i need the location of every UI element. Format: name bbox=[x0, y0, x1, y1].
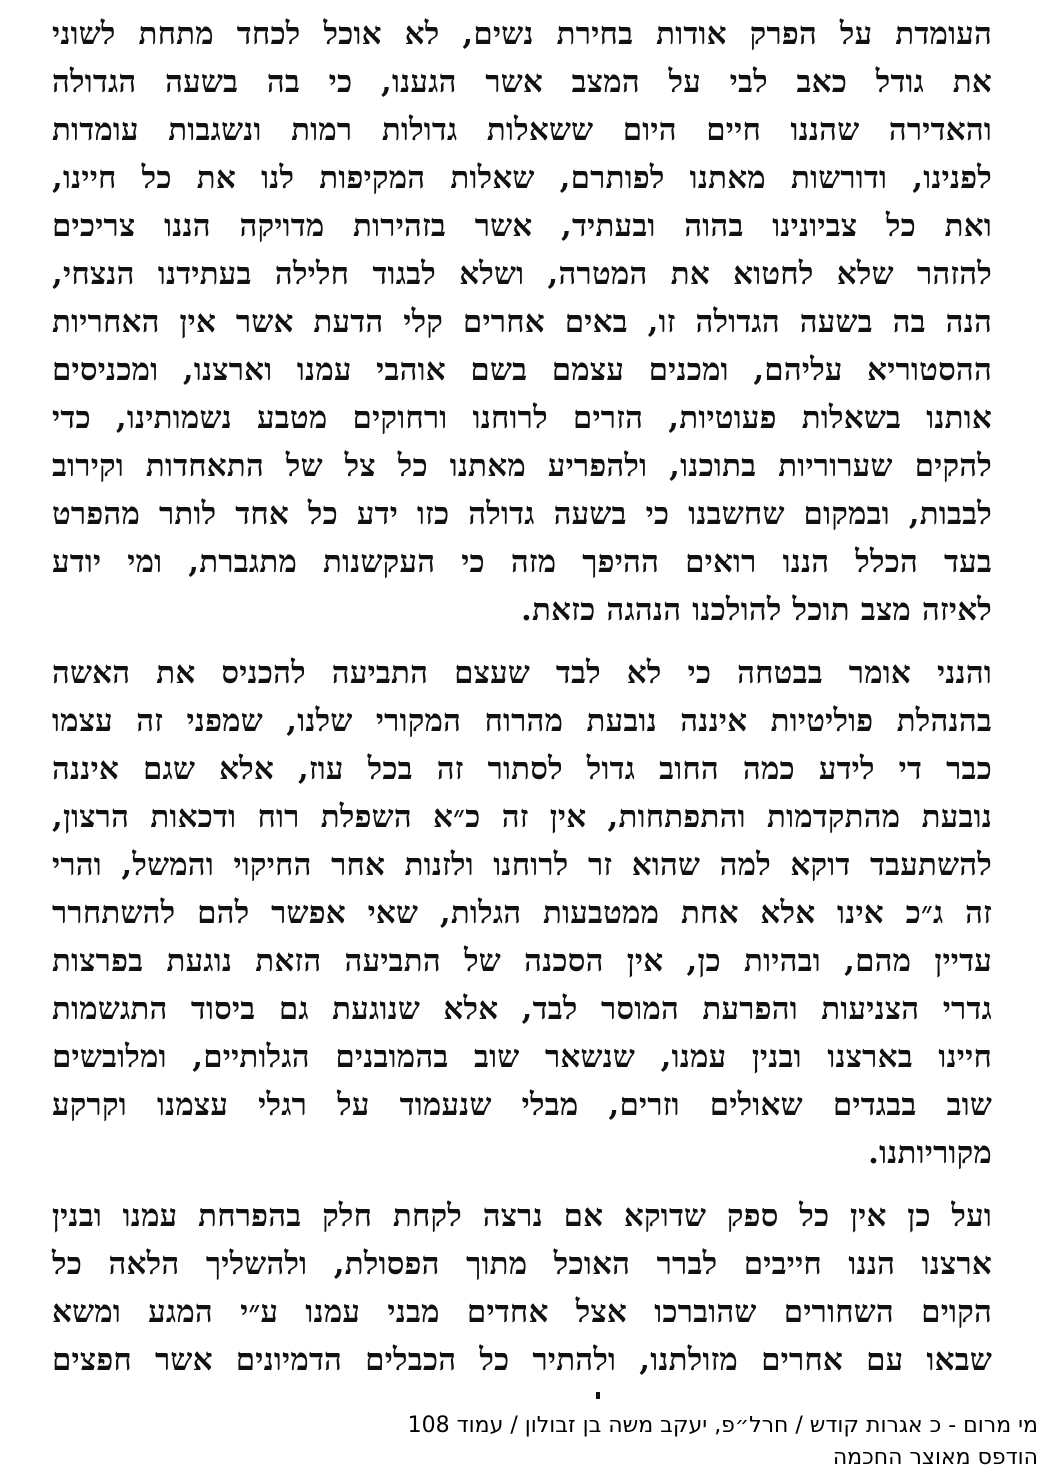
paragraph-1 bbox=[52, 10, 992, 634]
text-line: חיינו בארצנו ובנין עמנו, שנשאר שוב בהמובנים הגלותיים, ומלובשים bbox=[52, 1039, 992, 1075]
paragraph-gap bbox=[52, 634, 992, 649]
ink-mark bbox=[596, 1392, 600, 1399]
text-line: נובעת מהתקדמות והתפתחות, אין זה כ״א השפלת רוח ודכאות הרצון, bbox=[52, 799, 992, 835]
body-text bbox=[52, 10, 992, 1384]
text-line: והנני אומר בבטחה כי לא לבד שעצם התביעה להכניס את האשה bbox=[52, 655, 992, 691]
paragraph-2 bbox=[52, 649, 992, 1177]
text-line: את גודל כאב לבי על המצב אשר הגענו, כי בה בשעה הגדולה bbox=[52, 64, 992, 100]
page-footer bbox=[408, 1410, 1038, 1474]
text-line: שבאו עם אחרים מזולתנו, ולהתיר כל הכבלים הדמיונים אשר חפצים bbox=[52, 1342, 992, 1378]
source-citation: מי מרום - כ אגרות קודש / חרל״פ, יעקב משה בן זבולון / עמוד 108 bbox=[407, 1413, 1038, 1438]
text-line: לפנינו, ודורשות מאתנו לפותרם, שאלות המקיפות לנו את כל חיינו, bbox=[52, 160, 992, 196]
text-line: להשתעבד דוקא למה שהוא זר לרוחנו ולזנות אחר החיקוי והמשל, והרי bbox=[52, 847, 992, 883]
text-line: זה ג״כ אינו אלא אחת ממטבעות הגלות, שאי אפשר להם להשתחרר bbox=[52, 895, 992, 931]
paragraph-gap bbox=[52, 1177, 992, 1192]
text-line: הקוים השחורים שהוברכו אצל אחדים מבני עמנו ע״י המגע ומשא bbox=[52, 1294, 992, 1330]
text-line: שוב בבגדים שאולים וזרים, מבלי שנעמוד על רגלי עצמנו וקרקע bbox=[52, 1087, 992, 1123]
text-line: לאיזה מצב תוכל להולכנו הנהגה כזאת. bbox=[521, 592, 992, 628]
text-line: להקים שערוריות בתוכנו, ולהפריע מאתנו כל צל של התאחדות וקירוב bbox=[52, 448, 992, 484]
print-attribution: הודפס מאוצר החכמה bbox=[832, 1445, 1038, 1470]
text-line: ארצנו הננו חייבים לברר האוכל מתוך הפסולת, ולהשליך הלאה כל bbox=[52, 1246, 992, 1282]
text-line: כבר די לידע כמה החוב גדול לסתור זה בכל עוז, אלא שגם איננה bbox=[52, 751, 992, 787]
text-line: ההסטוריא עליהם, ומכנים עצמם בשם אוהבי עמנו וארצנו, ומכניסים bbox=[52, 352, 992, 388]
text-line: עדיין מהם, ובהיות כן, אין הסכנה של התביעה הזאת נוגעת בפרצות bbox=[52, 943, 992, 979]
text-line: לבבות, ובמקום שחשבנו כי בשעה גדולה כזו ידע כל אחד לותר מהפרט bbox=[52, 496, 992, 532]
text-line: בעד הכלל הננו רואים ההיפך מזה כי העקשנות מתגברת, ומי יודע bbox=[52, 544, 992, 580]
text-line: גדרי הצניעות והפרעת המוסר לבד, אלא שנוגעת גם ביסוד התגשמות bbox=[52, 991, 992, 1027]
text-line: בהנהלת פוליטיות איננה נובעת מהרוח המקורי שלנו, שמפני זה עצמו bbox=[52, 703, 992, 739]
text-line: להזהר שלא לחטוא את המטרה, ושלא לבגוד חלילה בעתידנו הנצחי, bbox=[52, 256, 992, 292]
text-line: ואת כל צביונינו בהוה ובעתיד, אשר בזהירות מדויקה הננו צריכים bbox=[52, 208, 992, 244]
paragraph-3 bbox=[52, 1192, 992, 1384]
text-line: והאדירה שהננו חיים היום ששאלות גדולות רמות ונשגבות עומדות bbox=[52, 112, 992, 148]
text-line: ועל כן אין כל ספק שדוקא אם נרצה לקחת חלק בהפרחת עמנו ובנין bbox=[52, 1198, 992, 1234]
text-line: אותנו בשאלות פעוטיות, הזרים לרוחנו ורחוקים מטבע נשמותינו, כדי bbox=[52, 400, 992, 436]
text-line: מקוריותנו. bbox=[868, 1135, 992, 1171]
text-line: הנה בה בשעה הגדולה זו, באים אחרים קלי הדעת אשר אין האחריות bbox=[52, 304, 992, 340]
text-line: העומדת על הפרק אודות בחירת נשים, לא אוכל לכחד מתחת לשוני bbox=[52, 16, 992, 52]
